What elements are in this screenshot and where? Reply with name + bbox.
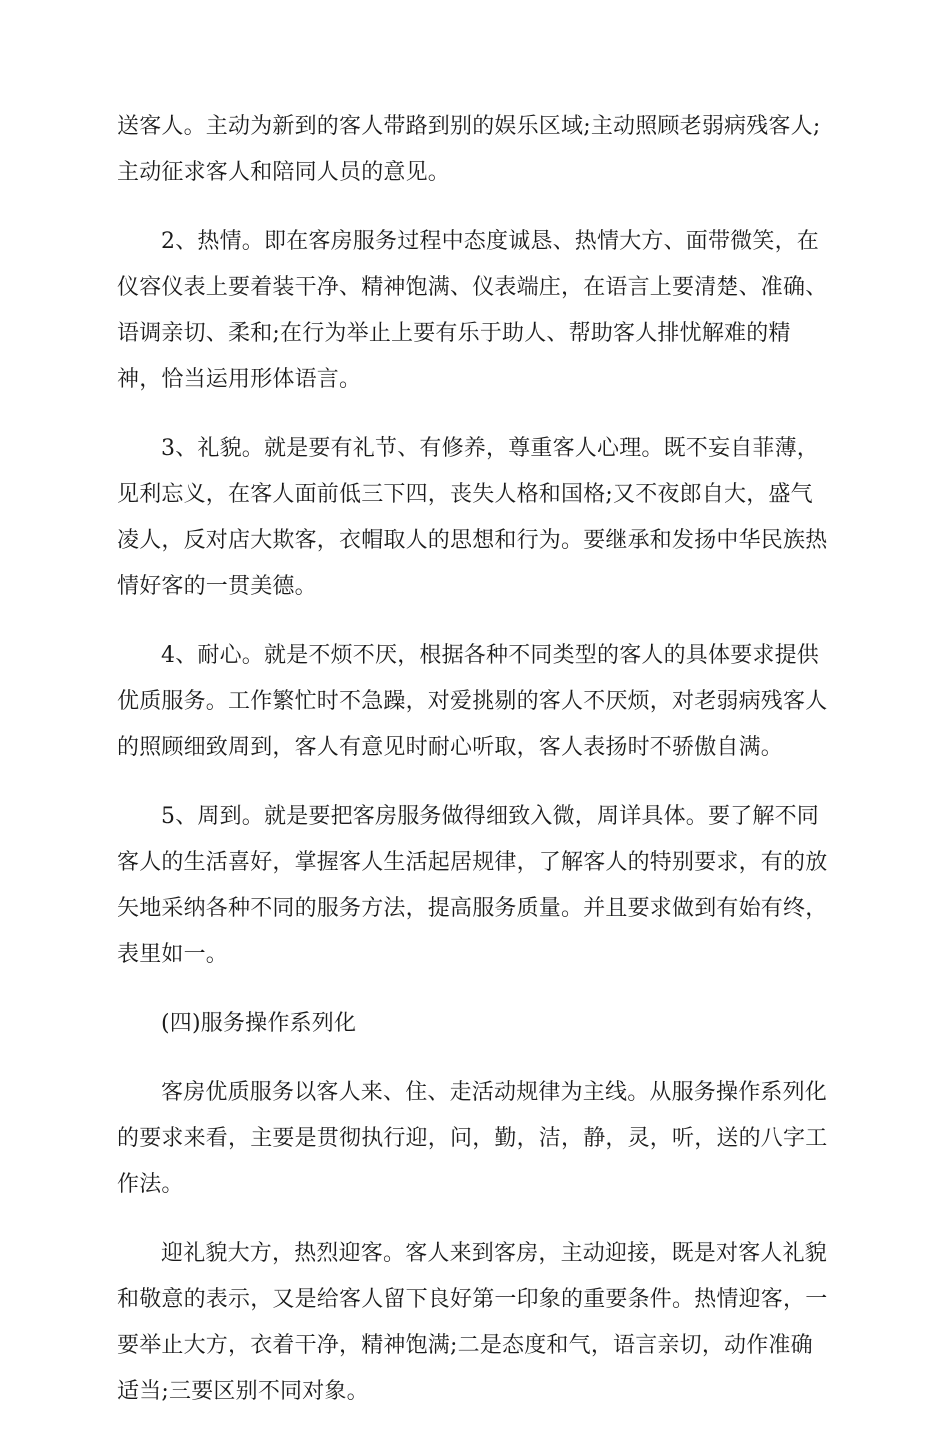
text-line: 情好客的一贯美德。 xyxy=(117,574,317,599)
text-line: (四)服务操作系列化 xyxy=(161,1011,357,1036)
text-line: 仪容仪表上要着装干净、精神饱满、仪表端庄，在语言上要清楚、准确、 xyxy=(117,275,828,300)
text-line: 见利忘义，在客人面前低三下四，丧失人格和国格;又不夜郎自大，盛气 xyxy=(117,482,813,507)
text-line: 矢地采纳各种不同的服务方法，提高服务质量。并且要求做到有始有终， xyxy=(117,896,828,921)
text-line: 神，恰当运用形体语言。 xyxy=(117,367,362,392)
paragraph-patience xyxy=(117,633,835,771)
text-line: 适当;三要区别不同对象。 xyxy=(117,1379,369,1404)
paragraph-service-series xyxy=(117,1070,835,1208)
text-line: 语调亲切、柔和;在行为举止上要有乐于助人、帮助客人排忧解难的精 xyxy=(117,321,791,346)
text-line: 5、周到。就是要把客房服务做得细致入微，周详具体。要了解不同 xyxy=(161,804,819,829)
paragraph-continuation xyxy=(117,104,835,196)
text-line: 和敬意的表示，又是给客人留下良好第一印象的重要条件。热情迎客，一 xyxy=(117,1287,828,1312)
text-line: 优质服务。工作繁忙时不急躁，对爱挑剔的客人不厌烦，对老弱病残客人 xyxy=(117,689,828,714)
text-line: 2、热情。即在客房服务过程中态度诚恳、热情大方、面带微笑，在 xyxy=(161,229,819,254)
text-line: 客人的生活喜好，掌握客人生活起居规律，了解客人的特别要求，有的放 xyxy=(117,850,828,875)
text-line: 的要求来看，主要是贯彻执行迎，问，勤，洁，静，灵，听，送的八字工 xyxy=(117,1126,828,1151)
text-line: 客房优质服务以客人来、住、走活动规律为主线。从服务操作系列化 xyxy=(161,1080,828,1105)
text-line: 作法。 xyxy=(117,1172,184,1197)
paragraph-welcome xyxy=(117,1231,835,1415)
text-line: 主动征求客人和陪同人员的意见。 xyxy=(117,160,451,185)
paragraph-courtesy xyxy=(117,426,835,610)
paragraph-thoroughness xyxy=(117,794,835,978)
document-body xyxy=(117,104,835,1438)
text-line: 要举止大方，衣着干净，精神饱满;二是态度和气，语言亲切，动作准确 xyxy=(117,1333,813,1358)
text-line: 凌人，反对店大欺客，衣帽取人的思想和行为。要继承和发扬中华民族热 xyxy=(117,528,828,553)
text-line: 3、礼貌。就是要有礼节、有修养，尊重客人心理。既不妄自菲薄， xyxy=(161,436,819,461)
text-line: 4、耐心。就是不烦不厌，根据各种不同类型的客人的具体要求提供 xyxy=(161,643,819,668)
text-line: 迎礼貌大方，热烈迎客。客人来到客房，主动迎接，既是对客人礼貌 xyxy=(161,1241,828,1266)
text-line: 的照顾细致周到，客人有意见时耐心听取，客人表扬时不骄傲自满。 xyxy=(117,735,784,760)
text-line: 表里如一。 xyxy=(117,942,229,967)
paragraph-enthusiasm xyxy=(117,219,835,403)
section-heading xyxy=(117,1001,835,1047)
text-line: 送客人。主动为新到的客人带路到别的娱乐区域;主动照顾老弱病残客人; xyxy=(117,114,821,139)
